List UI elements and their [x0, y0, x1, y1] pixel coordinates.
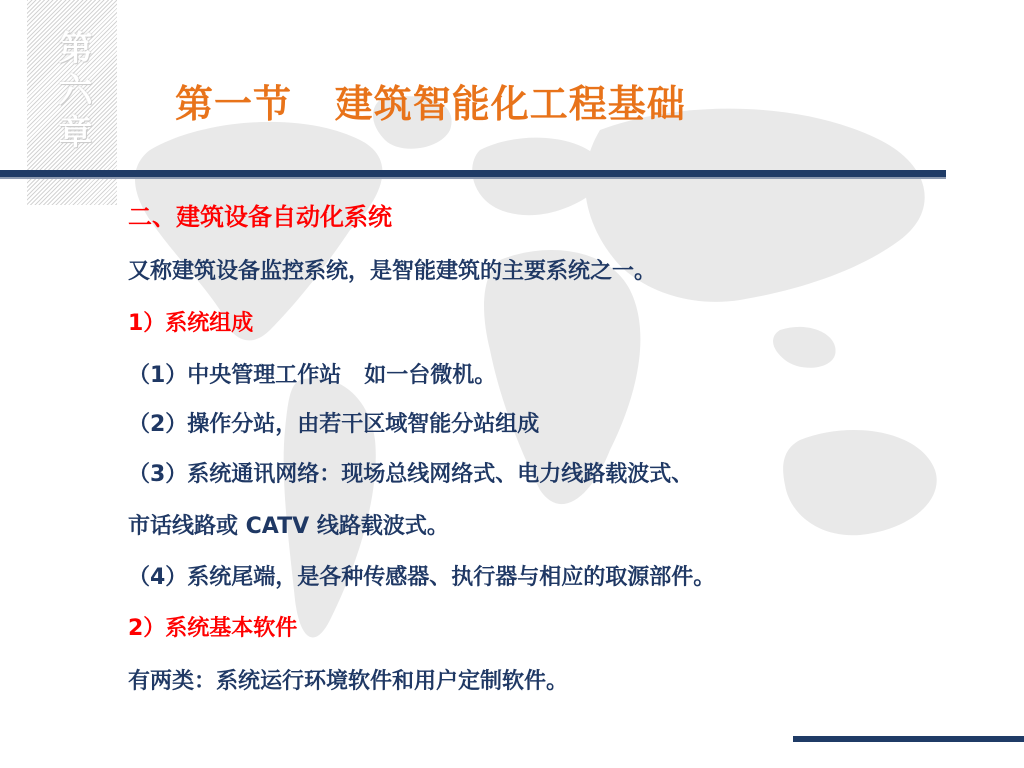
item-1: （1）中央管理工作站 如一台微机。: [128, 363, 497, 388]
title-divider: [0, 170, 946, 177]
software-text: 有两类：系统运行环境软件和用户定制软件。: [128, 669, 569, 694]
item-3-line-1: （3）系统通讯网络：现场总线网络式、电力线路载波式、: [128, 462, 694, 487]
section-heading: 二、建筑设备自动化系统: [128, 203, 392, 231]
item-3-line-2: 市话线路或 CATV 线路载波式。: [128, 514, 449, 539]
item-4: （4）系统尾端，是各种传感器、执行器与相应的取源部件。: [128, 565, 716, 590]
subheading-components: 1）系统组成: [128, 311, 254, 336]
title-divider-shadow: [0, 177, 946, 179]
subheading-software: 2）系统基本软件: [128, 616, 298, 641]
item-2: （2）操作分站，由若干区域智能分站组成: [128, 412, 540, 437]
chapter-label: 第六章: [52, 30, 92, 156]
footer-rule: [793, 736, 1024, 742]
slide-title: 第一节 建筑智能化工程基础: [175, 82, 686, 126]
intro-text: 又称建筑设备监控系统，是智能建筑的主要系统之一。: [128, 259, 657, 284]
